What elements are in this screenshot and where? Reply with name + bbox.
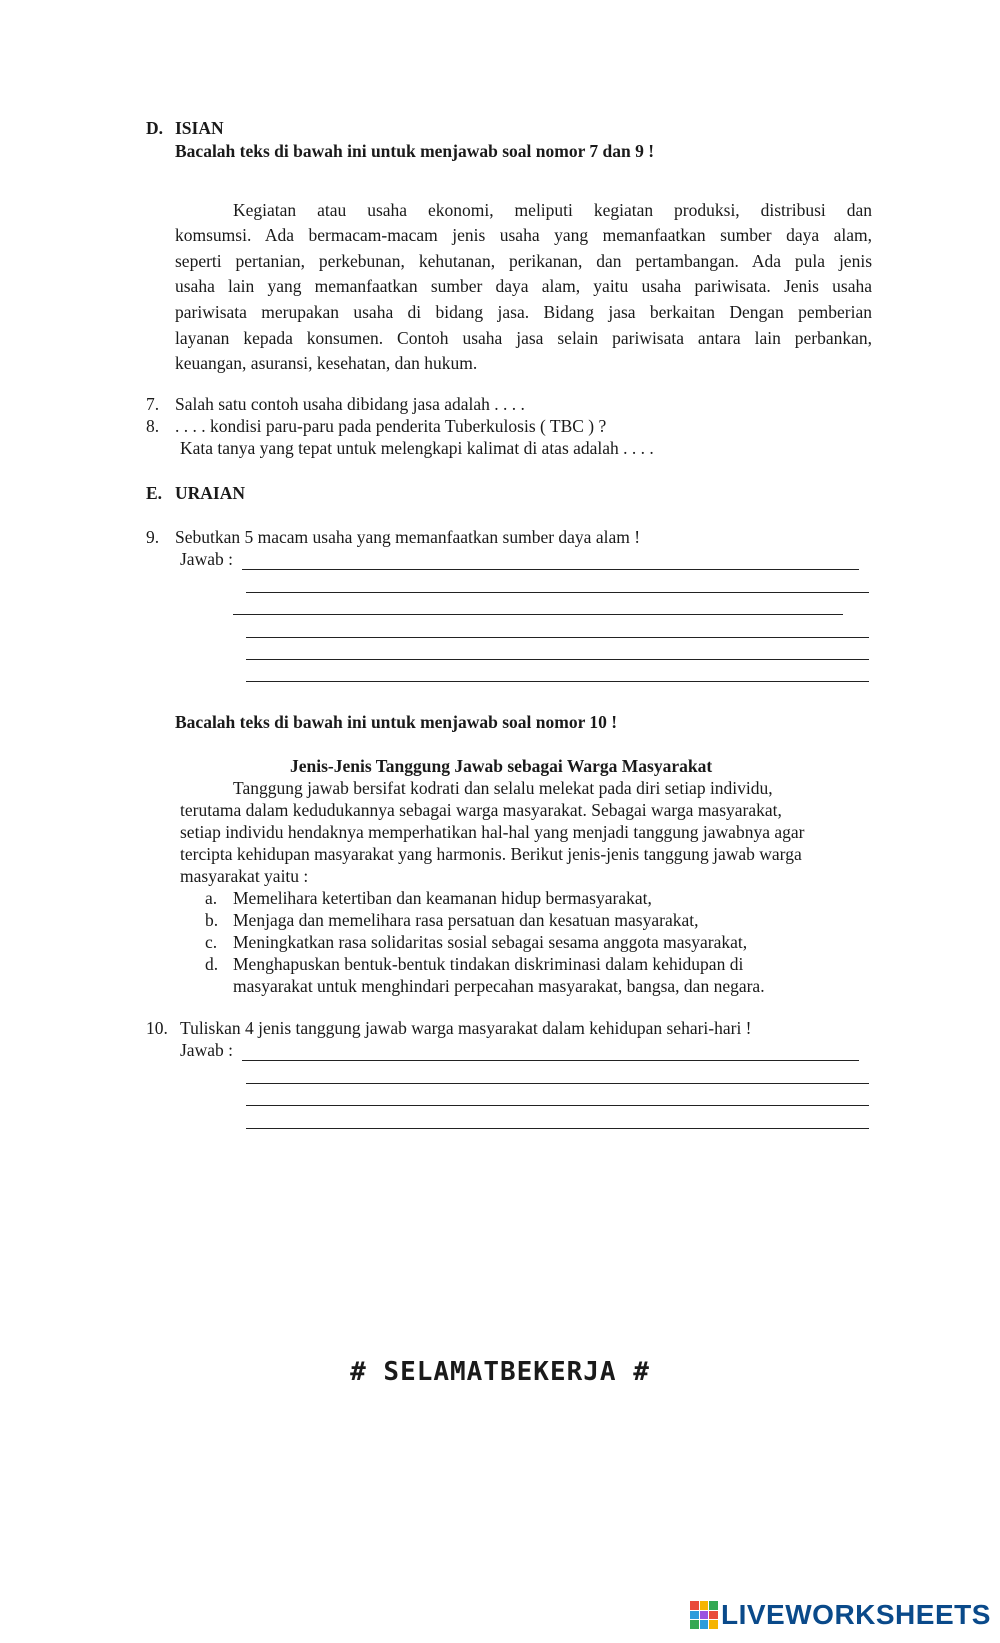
section-e-title: URAIAN xyxy=(175,483,245,503)
answer-line-q10[interactable] xyxy=(246,1105,869,1106)
list-item-text: Menjaga dan memelihara rasa persatuan dan kesatuan masyarakat, xyxy=(233,910,699,930)
passage-1-line: seperti pertanian, perkebunan, kehutanan, perikanan, dan pertambangan. Ada pula jenis xyxy=(175,251,872,271)
answer-line-q9[interactable] xyxy=(242,569,859,570)
answer-line-q9[interactable] xyxy=(246,592,869,593)
list-item-letter: d. xyxy=(205,954,219,974)
closing-message: # SELAMATBEKERJA # xyxy=(350,1357,650,1387)
answer-line-q10[interactable] xyxy=(246,1128,869,1129)
list-item-text: Meningkatkan rasa solidaritas sosial sebagai sesama anggota masyarakat, xyxy=(233,932,748,952)
section-d-instruction: Bacalah teks di bawah ini untuk menjawab soal nomor 7 dan 9 ! xyxy=(175,141,655,161)
answer-line-q9[interactable] xyxy=(246,659,869,660)
list-item-text: Memelihara ketertiban dan keamanan hidup bermasyarakat, xyxy=(233,888,652,908)
answer-line-q9[interactable] xyxy=(233,614,843,615)
liveworksheets-logo xyxy=(690,1598,991,1632)
question-10-answer-label: Jawab : xyxy=(180,1040,233,1060)
passage-1-line: Kegiatan atau usaha ekonomi, meliputi kegiatan produksi, distribusi dan xyxy=(233,200,872,220)
section-e-letter: E. xyxy=(146,483,163,503)
answer-line-q9[interactable] xyxy=(246,637,869,638)
section-d-title: ISIAN xyxy=(175,118,224,138)
passage-1-line: keuangan, asuransi, kesehatan, dan hukum. xyxy=(175,353,478,373)
passage-2-line: Tanggung jawab bersifat kodrati dan selalu melekat pada diri setiap individu, xyxy=(233,778,773,798)
list-item-text: Menghapuskan bentuk-bentuk tindakan diskriminasi dalam kehidupan di xyxy=(233,954,744,974)
passage-1-line: usaha lain yang memanfaatkan sumber daya alam, yaitu usaha pariwisata. Jenis usaha xyxy=(175,276,872,296)
section-d-letter: D. xyxy=(146,118,164,138)
question-9-number: 9. xyxy=(146,527,160,547)
question-10-number: 10. xyxy=(146,1018,168,1038)
list-item-letter: c. xyxy=(205,932,218,952)
passage-1-line: pariwisata merupakan usaha di bidang jasa. Bidang jasa berkaitan Dengan pemberian xyxy=(175,302,872,322)
answer-line-q10[interactable] xyxy=(242,1060,859,1061)
question-10-text: Tuliskan 4 jenis tanggung jawab warga masyarakat dalam kehidupan sehari-hari ! xyxy=(180,1018,752,1038)
answer-line-q10[interactable] xyxy=(246,1083,869,1084)
passage-2-line: terutama dalam kedudukannya sebagai warga masyarakat. Sebagai warga masyarakat, xyxy=(180,800,782,820)
answer-line-q9[interactable] xyxy=(246,681,869,682)
list-item-letter: a. xyxy=(205,888,218,908)
passage-2-title: Jenis-Jenis Tanggung Jawab sebagai Warga Masyarakat xyxy=(290,756,713,776)
liveworksheets-logo-text: LIVEWORKSHEETS xyxy=(721,1599,991,1630)
question-7-number: 7. xyxy=(146,394,160,414)
section-e-instruction: Bacalah teks di bawah ini untuk menjawab soal nomor 10 ! xyxy=(175,712,618,732)
list-item-text: masyarakat untuk menghindari perpecahan masyarakat, bangsa, dan negara. xyxy=(233,976,765,996)
question-9-answer-label: Jawab : xyxy=(180,549,233,569)
question-7-text: Salah satu contoh usaha dibidang jasa adalah . . . . xyxy=(175,394,525,414)
question-9-text: Sebutkan 5 macam usaha yang memanfaatkan sumber daya alam ! xyxy=(175,527,641,547)
passage-1-line: layanan kepada konsumen. Contoh usaha jasa selain pariwisata antara lain perbankan, xyxy=(175,328,872,348)
question-8-number: 8. xyxy=(146,416,160,436)
passage-2-line: setiap individu hendaknya memperhatikan hal-hal yang menjadi tanggung jawabnya agar xyxy=(180,822,805,842)
passage-2-line: masyarakat yaitu : xyxy=(180,866,309,886)
question-8-prompt: Kata tanya yang tepat untuk melengkapi kalimat di atas adalah . . . . xyxy=(180,438,654,458)
list-item-letter: b. xyxy=(205,910,219,930)
liveworksheets-logo-icon xyxy=(690,1601,718,1629)
question-8-text: . . . . kondisi paru-paru pada penderita Tuberkulosis ( TBC ) ? xyxy=(175,416,607,436)
passage-2-line: tercipta kehidupan masyarakat yang harmonis. Berikut jenis-jenis tanggung jawab warga xyxy=(180,844,802,864)
passage-1-line: komsumsi. Ada bermacam-macam jenis usaha yang memanfaatkan sumber daya alam, xyxy=(175,225,872,245)
